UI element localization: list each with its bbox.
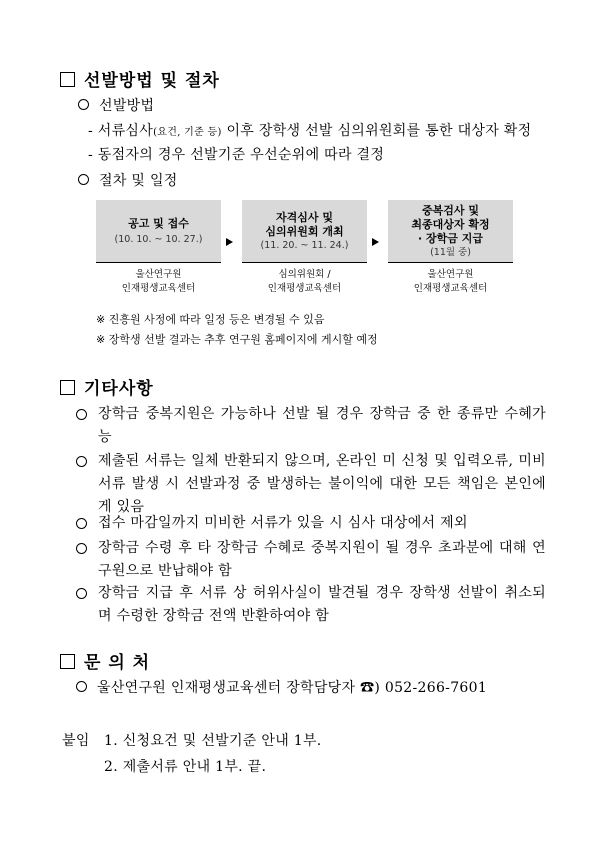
section-heading-contact: 문 의 처: [60, 648, 150, 673]
checkbox-square-icon: [60, 380, 75, 395]
method-item-1: - 서류심사(요건, 기준 등) 이후 장학생 선발 심의위원회를 통한 대상자 확정: [88, 123, 532, 139]
schedule-note: ※ 진흥원 사정에 따라 일정 등은 변경될 수 있음: [96, 313, 325, 326]
step-1-box: 공고 및 접수 (10. 10. ~ 10. 27.): [96, 200, 221, 263]
circle-bullet-icon: [76, 588, 87, 599]
attachment-item-1: 1. 신청요건 및 선발기준 안내 1부.: [104, 733, 322, 749]
section-heading-selection: 선발방법 및 절차: [60, 66, 220, 91]
checkbox-square-icon: [60, 654, 75, 669]
attachment-item-2: 2. 제출서류 안내 1부. 끝.: [104, 759, 267, 775]
result-note: ※ 장학생 선발 결과는 추후 연구원 홈페이지에 게시할 예정: [96, 333, 378, 346]
attachment-label: 붙임: [62, 733, 90, 749]
contact-line: 울산연구원 인재평생교육센터 장학담당자 ☎) 052-266-7601: [76, 678, 487, 698]
other-item-5: 장학금 지급 후 서류 상 허위사실이 발견될 경우 장학생 선발이 취소되며 수령한 장학금 전액 반환하여야 함: [76, 582, 546, 628]
circle-bullet-icon: [76, 456, 87, 467]
circle-bullet-icon: [78, 99, 89, 110]
circle-bullet-icon: [76, 518, 87, 529]
other-item-4: 장학금 수령 후 타 장학금 수혜로 중복지원이 될 경우 초과분에 대해 연구원으로 반납해야 함: [76, 537, 546, 583]
step-3-box: 중복검사 및 최종대상자 확정 · 장학금 지급 (11월 중): [388, 200, 513, 263]
method-item-2: - 동점자의 경우 선발기준 우선순위에 따라 결정: [88, 147, 385, 163]
step-2-org: 심의위원회 / 인재평생교육센터: [267, 269, 342, 294]
other-item-2: 제출된 서류는 일체 반환되지 않으며, 온라인 미 신청 및 입력오류, 미비서류 발생 시 선발과정 중 발생하는 불이익에 대한 모든 책임은 본인에게 있음: [76, 450, 546, 519]
other-item-3: 접수 마감일까지 미비한 서류가 있을 시 심사 대상에서 제외: [76, 512, 546, 535]
circle-bullet-icon: [78, 174, 89, 185]
section-heading-other: 기타사항: [60, 374, 154, 399]
step-2-box: 자격심사 및 심의위원회 개최 (11. 20. ~ 11. 24.): [242, 200, 367, 263]
method-title: 선발방법: [78, 96, 154, 116]
arrow-right-icon: [372, 238, 379, 246]
circle-bullet-icon: [76, 681, 87, 692]
step-1-org: 울산연구원 인재평생교육센터: [121, 269, 196, 294]
procedure-title: 절차 및 일정: [78, 171, 178, 191]
step-3-org: 울산연구원 인재평생교육센터: [413, 269, 488, 294]
checkbox-square-icon: [60, 72, 75, 87]
circle-bullet-icon: [76, 543, 87, 554]
circle-bullet-icon: [76, 409, 87, 420]
arrow-right-icon: [226, 238, 233, 246]
other-item-1: 장학금 중복지원은 가능하나 선발 될 경우 장학금 중 한 종류만 수혜가능: [76, 403, 546, 449]
